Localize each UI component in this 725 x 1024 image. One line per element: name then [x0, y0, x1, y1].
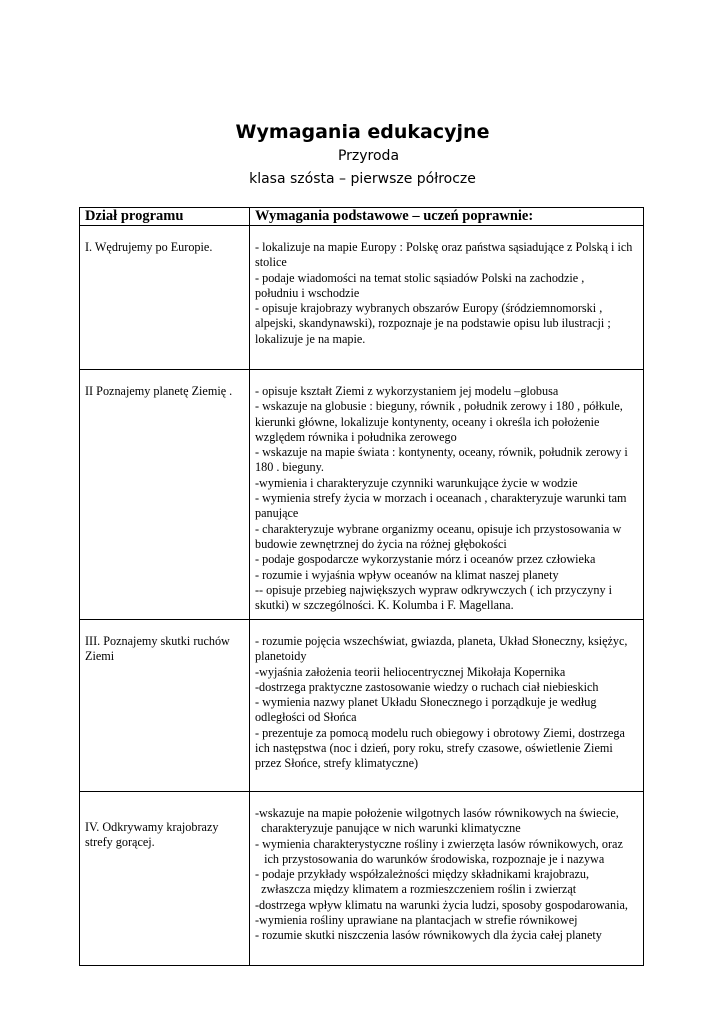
column-header-requirements: Wymagania podstawowe – uczeń poprawnie:: [250, 208, 644, 226]
requirement-line: -dostrzega wpływ klimatu na warunki życia ludzi, sposoby gospodarowania,: [255, 897, 628, 912]
requirement-line: -dostrzega praktyczne zastosowanie wiedzy o ruchach ciał niebieskich: [255, 679, 599, 694]
requirement-line: budowie zewnętrznej do życia na różnej głębokości: [255, 536, 507, 551]
requirement-line: - wskazuje na globusie : bieguny, równik , południk zerowy i 180 , półkule,: [255, 399, 623, 414]
requirement-line: -wskazuje na mapie położenie wilgotnych lasów równikowych na świecie,: [255, 806, 619, 820]
requirement-line: - charakteryzuje wybrane organizmy oceanu, opisuje ich przystosowania w: [255, 521, 622, 536]
requirement-line: - wymienia strefy życia w morzach i oceanach , charakteryzuje warunki tam: [255, 491, 627, 506]
requirement-line: -- opisuje przebieg największych wypraw odkrywczych ( ich przyczyny i: [255, 582, 613, 597]
requirements-cell: [250, 620, 644, 792]
requirement-line: odległości od Słońca: [255, 710, 357, 725]
requirements-table: [79, 207, 644, 966]
section-label: III. Poznajemy skutki ruchów: [85, 634, 230, 648]
document-header: [0, 118, 725, 190]
requirement-line: południu i wschodzie: [255, 285, 360, 300]
requirement-line: stolice: [255, 255, 287, 270]
section-label: II Poznajemy planetę Ziemię .: [85, 384, 233, 398]
column-header-section: Dział programu: [80, 208, 250, 226]
requirement-line: - lokalizuje na mapie Europy : Polskę oraz państwa sąsiadujące z Polską i ich: [255, 240, 633, 254]
requirement-line: - podaje przykłady współzależności między składnikami krajobrazu,: [255, 867, 590, 882]
requirement-line: skutki) w szczególności. K. Kolumba i F. Magellana.: [255, 598, 514, 613]
requirement-line: panujące: [255, 506, 299, 521]
requirement-line: zwłaszcza między klimatem a rozmieszczeniem roślin i zwierząt: [255, 882, 577, 897]
section-label: Ziemi: [85, 649, 115, 664]
requirement-line: lokalizuje je na mapie.: [255, 331, 366, 346]
requirement-line: - opisuje kształt Ziemi z wykorzystaniem jej modelu –globusa: [255, 384, 559, 398]
table-row: [80, 792, 644, 966]
requirement-line: kierunki główne, lokalizuje kontynenty, oceany i określa ich położenie: [255, 414, 600, 429]
table-row: [80, 370, 644, 620]
requirement-line: -wyjaśnia założenia teorii heliocentrycznej Mikołaja Kopernika: [255, 664, 566, 679]
requirement-line: alpejski, skandynawski), rozpoznaje je na podstawie opisu lub ilustracji ;: [255, 316, 611, 331]
section-cell: [80, 370, 250, 620]
section-label: strefy gorącej.: [85, 835, 155, 850]
requirement-line: - wskazuje na mapie świata : kontynenty, oceany, równik, południk zerowy i: [255, 445, 628, 460]
requirement-line: - rozumie skutki niszczenia lasów równikowych dla życia całej planety: [255, 928, 602, 943]
requirements-cell: [250, 792, 644, 966]
section-cell: [80, 620, 250, 792]
document-title: Wymagania edukacyjne: [235, 121, 490, 143]
requirement-line: - rozumie i wyjaśnia wpływ oceanów na klimat naszej planety: [255, 567, 559, 582]
section-cell: [80, 226, 250, 370]
requirement-line: planetoidy: [255, 649, 307, 664]
requirement-line: - rozumie pojęcia wszechświat, gwiazda, planeta, Układ Słoneczny, księżyc,: [255, 634, 628, 648]
section-cell: [80, 792, 250, 966]
requirement-line: względem równika i południka zerowego: [255, 429, 457, 444]
requirement-line: przez Słońce, strefy klimatyczne): [255, 756, 419, 771]
requirement-line: charakteryzuje panujące w nich warunki klimatyczne: [255, 821, 521, 836]
table-header-row: [80, 208, 644, 226]
section-label: I. Wędrujemy po Europie.: [85, 240, 213, 254]
requirement-line: -wymienia i charakteryzuje czynniki warunkujące życie w wodzie: [255, 475, 578, 490]
requirement-line: 180 . bieguny.: [255, 460, 324, 475]
requirements-cell: [250, 226, 644, 370]
section-label: IV. Odkrywamy krajobrazy: [85, 820, 219, 834]
requirement-line: - podaje wiadomości na temat stolic sąsiadów Polski na zachodzie ,: [255, 270, 585, 285]
subject-name: Przyroda: [337, 148, 400, 164]
requirement-line: ich następstwa (noc i dzień, pory roku, strefy czasowe, oświetlenie Ziemi: [255, 741, 613, 756]
requirement-line: ich przystosowania do warunków środowiska, rozpoznaje je i nazywa: [255, 851, 605, 866]
requirement-line: - wymienia nazwy planet Układu Słonecznego i porządkuje je według: [255, 695, 597, 710]
table-row: [80, 226, 644, 370]
requirement-line: - wymienia charakterystyczne rośliny i zwierzęta lasów równikowych, oraz: [255, 836, 623, 851]
requirement-line: - podaje gospodarcze wykorzystanie mórz i oceanów przez człowieka: [255, 552, 596, 567]
requirement-line: - opisuje krajobrazy wybranych obszarów Europy (śródziemnomorski ,: [255, 301, 603, 316]
grade-term: klasa szósta – pierwsze półrocze: [249, 171, 476, 187]
table-row: [80, 620, 644, 792]
requirement-line: - prezentuje za pomocą modelu ruch obiegowy i obrotowy Ziemi, dostrzega: [255, 725, 625, 740]
requirements-cell: [250, 370, 644, 620]
requirement-line: -wymienia rośliny uprawiane na plantacjach w strefie równikowej: [255, 913, 578, 928]
